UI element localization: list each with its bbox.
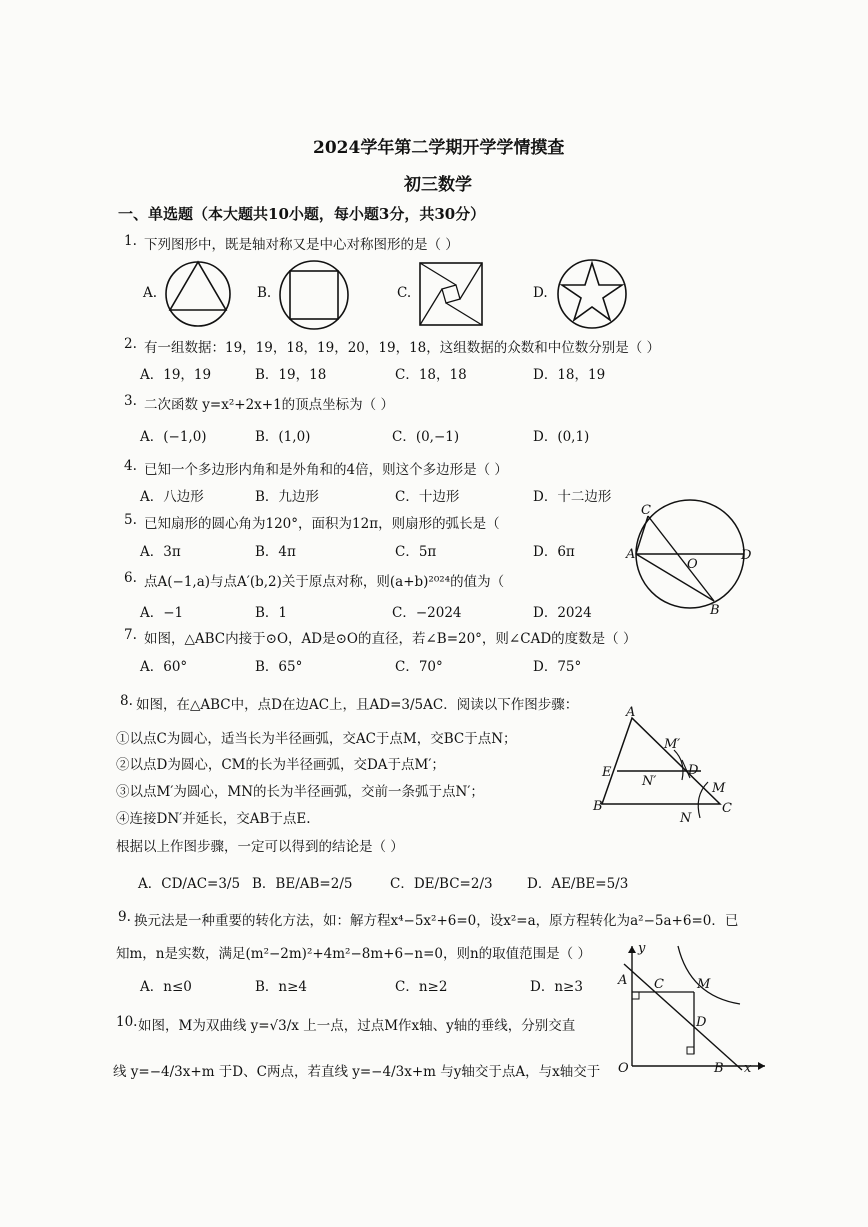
q1-option-b-label: B.	[257, 285, 272, 301]
q3-option-a: A．(−1,0)	[140, 429, 207, 445]
q10-text: 如图，M为双曲线 y=√3/x 上一点，过点M作x轴、y轴的垂线，分别交直	[138, 1018, 576, 1034]
q8-number: 8.	[120, 693, 133, 709]
q8-option-b: B．BE/AB=2/5	[252, 876, 353, 892]
q8-label-n: N	[680, 811, 692, 826]
q7-circle-figure	[620, 500, 770, 620]
q8-step-2: ②以点D为圆心，CM的长为半径画弧，交DA于点M′；	[116, 757, 445, 773]
exam-subtitle: 初三数学	[404, 175, 472, 195]
q10-label-a: A	[618, 973, 628, 988]
q8-option-a: A．CD/AC=3/5	[138, 876, 241, 892]
q5-option-d: D．6π	[533, 544, 575, 560]
q9-option-c: C．n≥2	[395, 979, 448, 995]
q2-text: 有一组数据：19，19，18，19，20，19，18，这组数据的众数和中位数分别是（ ）	[144, 340, 661, 356]
q1-text: 下列图形中，既是轴对称又是中心对称图形的是（ ）	[144, 237, 459, 253]
q10-label-m: M	[697, 977, 711, 992]
q10-label-b: B	[714, 1061, 724, 1076]
q10-label-c: C	[654, 977, 664, 992]
q7-number: 7.	[124, 627, 137, 643]
q6-option-d: D．2024	[533, 605, 592, 621]
q3-option-d: D．(0,1)	[533, 429, 590, 445]
q4-option-d: D．十二边形	[533, 489, 612, 505]
q6-text: 点A(−1,a)与点A′(b,2)关于原点对称，则(a+b)²⁰²⁴的值为（	[144, 574, 505, 590]
q8-text: 如图，在△ABC中，点D在边AC上，且AD=3/5AC．阅读以下作图步骤：	[136, 697, 579, 713]
q5-option-b: B．4π	[255, 544, 296, 560]
q8-label-c: C	[722, 801, 732, 816]
q3-option-b: B．(1,0)	[255, 429, 311, 445]
q1-figure-circle-star	[556, 257, 628, 329]
q10-number: 10.	[116, 1014, 138, 1030]
q9-option-b: B．n≥4	[255, 979, 308, 995]
q8-option-d: D．AE/BE=5/3	[527, 876, 629, 892]
exam-title: 2024学年第二学期开学学情摸查	[313, 138, 565, 158]
q4-number: 4.	[124, 458, 137, 474]
q7-label-b: B	[710, 603, 720, 618]
q1-figure-circle-triangle	[163, 260, 233, 330]
q7-label-d: D	[741, 548, 752, 563]
q9-option-a: A．n≤0	[140, 979, 192, 995]
q7-option-a: A．60°	[140, 659, 188, 675]
q1-option-a-label: A.	[143, 285, 158, 301]
q2-option-d: D．18，19	[533, 367, 606, 383]
q9-text-line2: 知m，n是实数，满足(m²−2m)²+4m²−8m+6−n=0，则n的取值范围是（ ）	[116, 946, 591, 962]
q10-label-y: y	[638, 941, 646, 956]
q3-text: 二次函数 y=x²+2x+1的顶点坐标为（ ）	[144, 397, 394, 413]
q2-number: 2.	[124, 336, 137, 352]
q5-number: 5.	[124, 512, 137, 528]
q4-option-c: C．十边形	[395, 489, 460, 505]
q8-option-c: C．DE/BC=2/3	[390, 876, 493, 892]
q1-figure-circle-square	[278, 259, 350, 331]
q5-text: 已知扇形的圆心角为120°，面积为12π，则扇形的弧长是（	[144, 516, 500, 532]
q2-option-c: C．18，18	[395, 367, 467, 383]
q6-option-a: A．−1	[140, 605, 184, 621]
q7-label-o: O	[687, 557, 698, 572]
q8-label-m: M	[712, 781, 726, 796]
q9-number: 9.	[118, 909, 131, 925]
q8-conclusion: 根据以上作图步骤，一定可以得到的结论是（ ）	[116, 839, 404, 855]
q10-text-line2: 线 y=−4/3x+m 于D、C两点，若直线 y=−4/3x+m 与y轴交于点A，与x轴交于	[113, 1064, 601, 1080]
q7-option-b: B．65°	[255, 659, 303, 675]
q10-label-d: D	[696, 1015, 707, 1030]
q1-number: 1.	[124, 233, 137, 249]
q4-option-a: A．八边形	[140, 489, 204, 505]
q5-option-c: C．5π	[395, 544, 437, 560]
q2-option-a: A．19，19	[140, 367, 212, 383]
q8-step-4: ④连接DN′并延长，交AB于点E.	[116, 811, 311, 827]
q7-option-c: C．70°	[395, 659, 443, 675]
q8-label-m-prime: M′	[664, 737, 681, 752]
q3-option-c: C．(0,−1)	[392, 429, 460, 445]
q8-label-b: B	[593, 799, 603, 814]
q7-text: 如图，△ABC内接于⊙O，AD是⊙O的直径，若∠B=20°，则∠CAD的度数是（ ）	[144, 631, 637, 647]
q4-text: 已知一个多边形内角和是外角和的4倍，则这个多边形是（ ）	[144, 462, 508, 478]
q3-number: 3.	[124, 393, 137, 409]
q7-label-c: C	[641, 503, 651, 518]
q9-option-d: D．n≥3	[530, 979, 583, 995]
q1-figure-pinwheel-square	[418, 261, 484, 327]
q1-option-d-label: D.	[533, 285, 548, 301]
q4-option-b: B．九边形	[255, 489, 319, 505]
q2-option-b: B．19，18	[255, 367, 327, 383]
q9-text: 换元法是一种重要的转化方法，如：解方程x⁴−5x²+6=0，设x²=a，原方程转化为a²−5a+6=0．已	[134, 913, 739, 929]
q8-step-1: ①以点C为圆心，适当长为半径画弧，交AC于点M，交BC于点N；	[116, 731, 517, 747]
q6-number: 6.	[124, 570, 137, 586]
q7-label-a: A	[626, 547, 636, 562]
q10-label-x: x	[744, 1061, 752, 1076]
q8-label-n-prime: N′	[642, 774, 657, 789]
q10-coordinate-figure	[610, 938, 770, 1078]
q6-option-b: B．1	[255, 605, 288, 621]
q5-option-a: A．3π	[140, 544, 181, 560]
q6-option-c: C．−2024	[392, 605, 462, 621]
q8-label-d: D	[688, 763, 699, 778]
q8-label-e: E	[602, 765, 612, 780]
q8-label-a: A	[626, 705, 636, 720]
q1-option-c-label: C.	[397, 285, 412, 301]
q7-option-d: D．75°	[533, 659, 582, 675]
q8-triangle-figure	[590, 700, 750, 825]
q8-step-3: ③以点M′为圆心，MN的长为半径画弧，交前一条弧于点N′；	[116, 784, 484, 800]
section-heading: 一、单选题（本大题共10小题，每小题3分，共30分）	[118, 205, 486, 223]
q10-label-o: O	[618, 1061, 629, 1076]
